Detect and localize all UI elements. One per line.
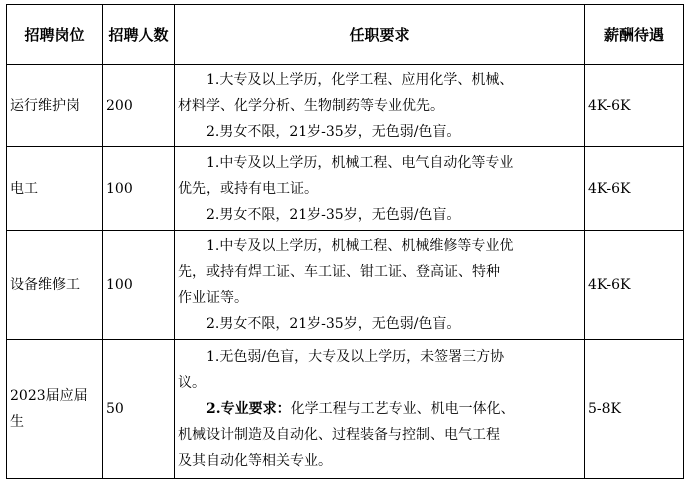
salary-cell: 4K-6K <box>585 147 684 231</box>
requirement-text: 化学工程与工艺专业、机电一体化、 <box>290 401 515 417</box>
requirement-line: 作业证等。 <box>178 290 248 306</box>
requirement-line: 及其自动化等相关专业。 <box>178 453 332 469</box>
header-row <box>7 5 684 65</box>
requirement-line: 先，或持有焊工证、车工证、钳工证、登高证、特种 <box>178 264 500 280</box>
count-cell: 200 <box>103 65 175 147</box>
requirements-cell <box>175 340 585 479</box>
salary-cell: 4K-6K <box>585 231 684 340</box>
salary-cell: 4K-6K <box>585 65 684 147</box>
count-cell: 100 <box>103 147 175 231</box>
table-row <box>7 147 684 231</box>
requirements-cell <box>175 147 585 231</box>
requirement-line: 优先，或持有电工证。 <box>178 180 318 197</box>
table-row <box>7 340 684 479</box>
header-requirements: 任职要求 <box>175 5 585 65</box>
requirement-line: 1.中专及以上学历，机械工程、电气自动化等专业 <box>206 154 514 171</box>
salary-cell: 5-8K <box>585 340 684 479</box>
requirement-line: 机械设计制造及自动化、过程装备与控制、电气工程 <box>178 427 500 443</box>
requirements-cell <box>175 65 585 147</box>
requirement-line <box>178 396 581 422</box>
count-cell: 50 <box>103 340 175 479</box>
position-cell: 2023届应届生 <box>7 340 103 479</box>
requirement-line: 1.大专及以上学历，化学工程、应用化学、机械、 <box>206 71 514 88</box>
header-position: 招聘岗位 <box>7 5 103 65</box>
position-cell: 设备维修工 <box>7 231 103 340</box>
requirement-emphasis-label: 2.专业要求： <box>206 401 291 417</box>
requirement-line: 材料学、化学分析、生物制药等专业优先。 <box>178 97 444 114</box>
requirement-line: 1.中专及以上学历，机械工程、机械维修等专业优 <box>206 238 514 254</box>
recruitment-table <box>6 4 684 479</box>
requirement-line: 2.男女不限，21岁-35岁，无色弱/色盲。 <box>206 206 461 223</box>
requirements-cell <box>175 231 585 340</box>
count-cell: 100 <box>103 231 175 340</box>
header-salary: 薪酬待遇 <box>585 5 684 65</box>
header-count: 招聘人数 <box>103 5 175 65</box>
requirement-line: 2.男女不限，21岁-35岁，无色弱/色盲。 <box>206 316 461 332</box>
table-row <box>7 65 684 147</box>
requirement-line: 1.无色弱/色盲，大专及以上学历，未签署三方协 <box>206 349 505 365</box>
requirement-line: 2.男女不限，21岁-35岁，无色弱/色盲。 <box>206 123 461 140</box>
table-row <box>7 231 684 340</box>
position-cell: 电工 <box>7 147 103 231</box>
position-cell: 运行维护岗 <box>7 65 103 147</box>
requirement-line: 议。 <box>178 375 206 391</box>
